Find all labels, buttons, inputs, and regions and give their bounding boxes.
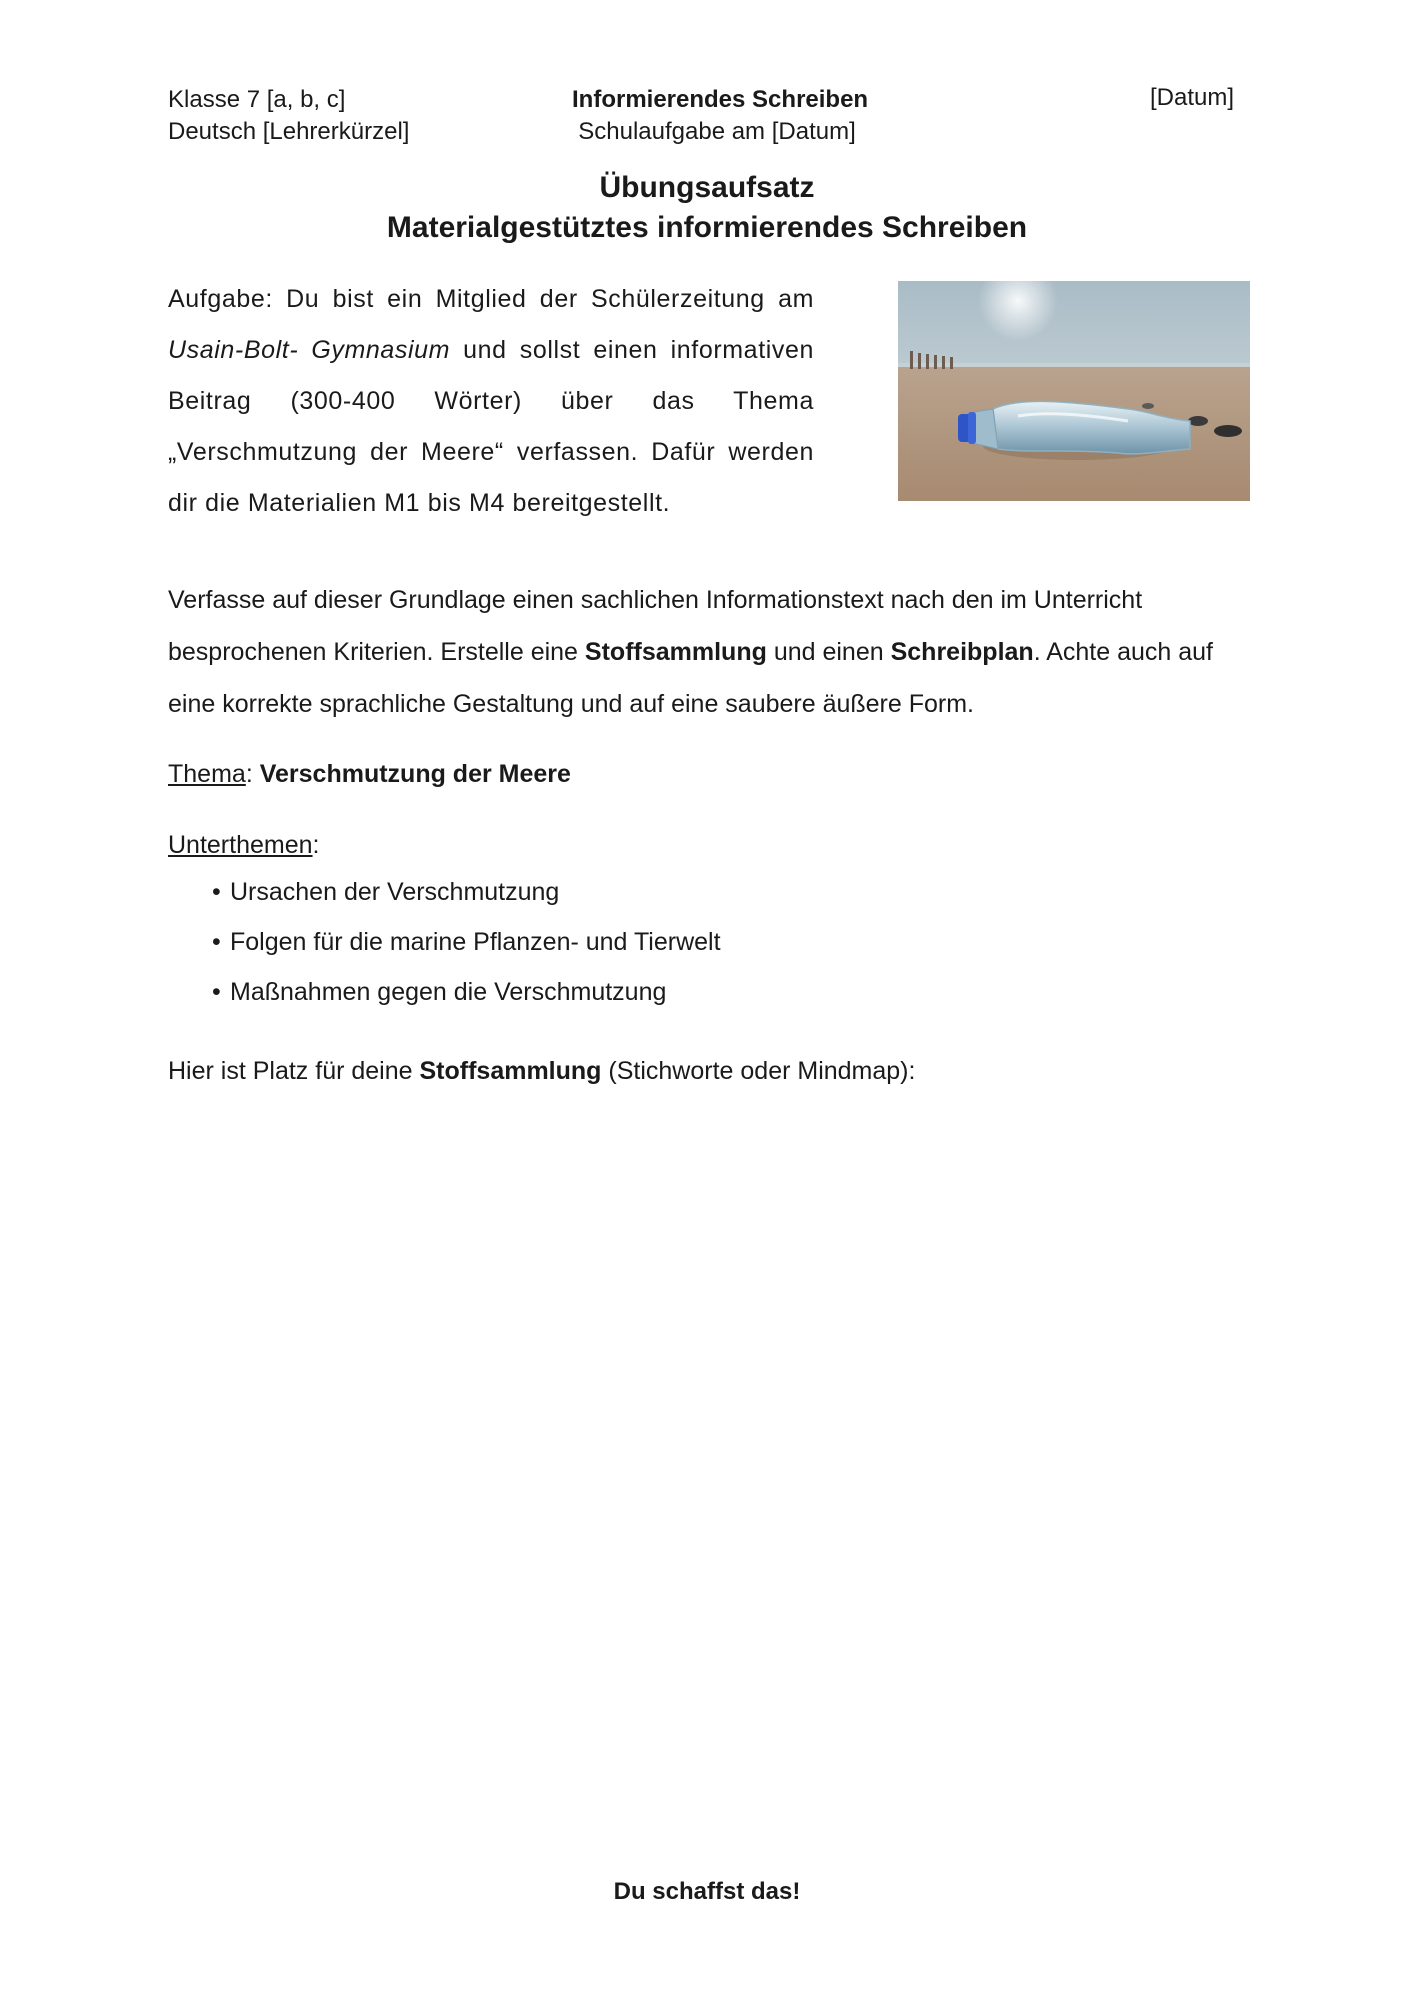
- title-line-2: Materialgestütztes informierendes Schreiben: [386, 211, 1028, 244]
- subtopics-heading: [168, 828, 319, 862]
- subtopics-list: [212, 875, 721, 1025]
- subtopics-label: Unterthemen: [168, 831, 313, 859]
- header-left: [168, 84, 409, 148]
- bullet-icon: •: [212, 978, 221, 1006]
- bullet-icon: •: [212, 878, 221, 906]
- thema-line: [168, 757, 571, 791]
- instructions-paragraph: [168, 574, 1250, 730]
- title-line-1: Übungsaufsatz: [599, 171, 815, 204]
- bullet-icon: •: [212, 928, 221, 956]
- beach-bottle-photo: [898, 281, 1250, 501]
- schreibplan-term: Schreibplan: [890, 638, 1034, 666]
- topic-heading: Informierendes Schreiben: [572, 86, 869, 113]
- task-paragraph: [168, 274, 814, 529]
- header-date: [Datum]: [1150, 84, 1235, 111]
- instructions-text-3: . Achte auch auf eine korrekte sprachliche Gestaltung und auf eine saubere äußere Form.: [168, 638, 1213, 718]
- footer-encouragement: Du schaffst das!: [613, 1878, 801, 1905]
- page-title: [0, 168, 1414, 248]
- photo-illustration: [898, 281, 1250, 501]
- header-center: [572, 84, 869, 148]
- list-item: [212, 975, 721, 1025]
- exam-line: Schulaufgabe am [Datum]: [578, 118, 856, 145]
- task-text-1: Aufgabe: Du bist ein Mitglied der Schülerzeitung am: [168, 285, 814, 313]
- task-text-2: und sollst einen informativen Beitrag (300-400 Wörter) über das Thema „Verschmutzung der Meere“ verfassen. Dafür werden dir die Materialien M1 bis M4 bereitgestellt.: [168, 336, 814, 517]
- instructions-text-2: und einen: [766, 638, 891, 666]
- school-name: Usain-Bolt- Gymnasium: [168, 336, 451, 364]
- subtopics-sep: :: [312, 831, 320, 859]
- instructions-text-1: Verfasse auf dieser Grundlage einen sachlichen Informationstext nach den im Unterricht besprochenen Kriterien. Erstelle eine: [168, 586, 1143, 666]
- list-item: [212, 925, 721, 975]
- thema-sep: :: [245, 760, 260, 788]
- subtopic-text: Folgen für die marine Pflanzen- und Tierwelt: [230, 928, 721, 956]
- stoffsammlung-term: Stoffsammlung: [584, 638, 767, 666]
- class-line: Klasse 7 [a, b, c]: [168, 86, 346, 113]
- collection-prompt: [168, 1054, 915, 1088]
- list-item: [212, 875, 721, 925]
- subtopic-text: Maßnahmen gegen die Verschmutzung: [230, 978, 667, 1006]
- collection-bold: Stoffsammlung: [419, 1057, 602, 1085]
- thema-value: Verschmutzung der Meere: [259, 760, 571, 788]
- subtopic-text: Ursachen der Verschmutzung: [230, 878, 560, 906]
- subject-line: Deutsch [Lehrerkürzel]: [168, 118, 410, 145]
- thema-label: Thema: [168, 760, 246, 788]
- collection-text-1: Hier ist Platz für deine: [168, 1057, 420, 1085]
- collection-text-2: (Stichworte oder Mindmap):: [601, 1057, 916, 1085]
